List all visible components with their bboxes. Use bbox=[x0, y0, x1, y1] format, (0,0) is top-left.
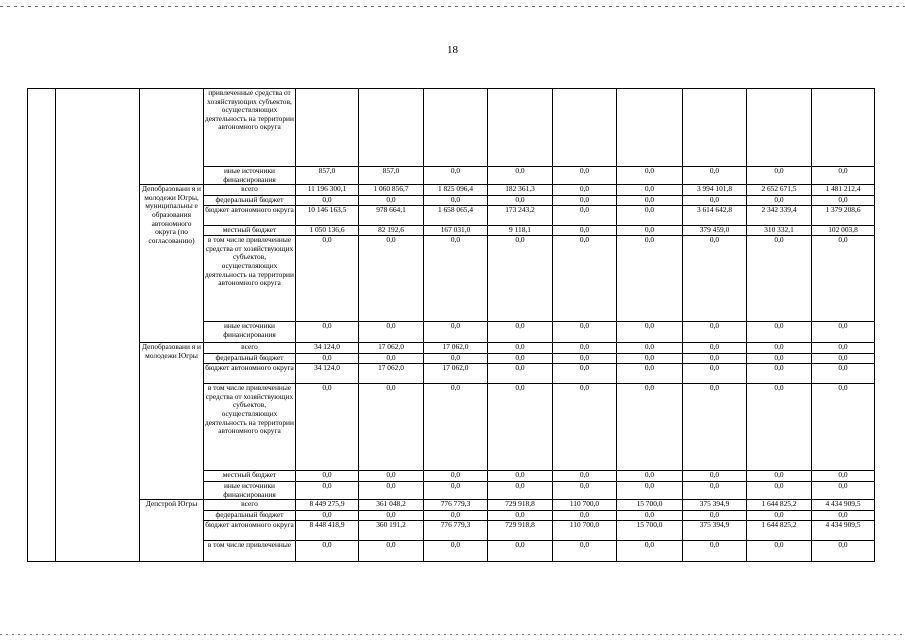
value-cell: 0,0 bbox=[553, 541, 617, 562]
value-cell: 10 146 163,5 bbox=[296, 206, 359, 226]
value-cell: 310 332,1 bbox=[747, 226, 812, 236]
value-cell: 0,0 bbox=[617, 471, 683, 482]
table-row bbox=[28, 185, 875, 196]
funding-source-label: в том числе привлеченные средства от хозяйствующих субъектов, осуществляющих деятельность на территории автономного округа bbox=[204, 384, 296, 471]
page-number: 18 bbox=[447, 44, 458, 56]
value-cell: 0,0 bbox=[747, 541, 812, 562]
value-cell: 0,0 bbox=[617, 206, 683, 226]
value-cell: 8 448 418,9 bbox=[296, 521, 359, 541]
value-cell bbox=[617, 89, 683, 167]
value-cell: 0,0 bbox=[683, 354, 747, 364]
value-cell: 0,0 bbox=[617, 226, 683, 236]
value-cell: 0,0 bbox=[553, 322, 617, 343]
value-cell: 0,0 bbox=[488, 322, 553, 343]
value-cell: 102 003,8 bbox=[812, 226, 875, 236]
value-cell: 0,0 bbox=[553, 471, 617, 482]
value-cell: 0,0 bbox=[617, 482, 683, 500]
value-cell: 2 342 339,4 bbox=[747, 206, 812, 226]
value-cell: 17 062,0 bbox=[359, 343, 424, 354]
value-cell: 0,0 bbox=[488, 482, 553, 500]
value-cell: 0,0 bbox=[812, 384, 875, 471]
value-cell: 0,0 bbox=[747, 482, 812, 500]
value-cell: 0,0 bbox=[812, 511, 875, 521]
value-cell: 0,0 bbox=[683, 343, 747, 354]
value-cell: 0,0 bbox=[812, 322, 875, 343]
value-cell: 0,0 bbox=[488, 384, 553, 471]
value-cell bbox=[812, 89, 875, 167]
funding-source-label: иные источники финансирования bbox=[204, 322, 296, 343]
value-cell: 1 644 825,2 bbox=[747, 500, 812, 511]
value-cell bbox=[296, 89, 359, 167]
value-cell: 0,0 bbox=[683, 322, 747, 343]
value-cell: 0,0 bbox=[296, 511, 359, 521]
value-cell: 0,0 bbox=[488, 364, 553, 384]
value-cell: 1 825 096,4 bbox=[424, 185, 488, 196]
value-cell: 17 062,0 bbox=[424, 364, 488, 384]
value-cell bbox=[424, 89, 488, 167]
value-cell: 0,0 bbox=[553, 167, 617, 185]
value-cell: 0,0 bbox=[747, 236, 812, 322]
value-cell: 0,0 bbox=[747, 354, 812, 364]
value-cell: 173 243,2 bbox=[488, 206, 553, 226]
value-cell: 0,0 bbox=[296, 196, 359, 206]
value-cell: 0,0 bbox=[488, 167, 553, 185]
value-cell bbox=[553, 89, 617, 167]
table-row bbox=[28, 343, 875, 354]
funding-source-label: в том числе привлеченные средства от хозяйствующих субъектов, осуществляющих деятельность на территории автономного округа bbox=[204, 236, 296, 322]
funding-source-label: федеральный бюджет bbox=[204, 511, 296, 521]
value-cell: 375 394,9 bbox=[683, 521, 747, 541]
org-cell: Депобразовани я и молодежи Югры, муниципальны е образования автономного округа (по согласованию) bbox=[140, 185, 204, 343]
value-cell: 82 192,6 bbox=[359, 226, 424, 236]
value-cell: 0,0 bbox=[424, 167, 488, 185]
value-cell: 0,0 bbox=[812, 343, 875, 354]
value-cell: 0,0 bbox=[424, 322, 488, 343]
value-cell: 110 700,0 bbox=[553, 500, 617, 511]
value-cell: 0,0 bbox=[424, 541, 488, 562]
value-cell: 0,0 bbox=[424, 471, 488, 482]
value-cell: 1 644 825,2 bbox=[747, 521, 812, 541]
value-cell: 17 062,0 bbox=[359, 364, 424, 384]
value-cell: 4 434 909,5 bbox=[812, 500, 875, 511]
value-cell: 0,0 bbox=[553, 482, 617, 500]
value-cell: 0,0 bbox=[488, 236, 553, 322]
funding-source-label: всего bbox=[204, 343, 296, 354]
table-row bbox=[28, 500, 875, 511]
value-cell: 0,0 bbox=[553, 185, 617, 196]
value-cell: 3 994 101,8 bbox=[683, 185, 747, 196]
funding-source-label: иные источники финансирования bbox=[204, 167, 296, 185]
value-cell: 0,0 bbox=[359, 384, 424, 471]
value-cell: 776 779,3 bbox=[424, 500, 488, 511]
value-cell: 0,0 bbox=[296, 322, 359, 343]
table-row bbox=[28, 89, 875, 167]
value-cell: 0,0 bbox=[747, 364, 812, 384]
value-cell: 0,0 bbox=[683, 364, 747, 384]
value-cell: 0,0 bbox=[747, 196, 812, 206]
value-cell: 0,0 bbox=[424, 482, 488, 500]
value-cell: 0,0 bbox=[488, 196, 553, 206]
value-cell: 978 664,1 bbox=[359, 206, 424, 226]
value-cell: 0,0 bbox=[553, 384, 617, 471]
value-cell: 0,0 bbox=[683, 541, 747, 562]
value-cell: 9 118,1 bbox=[488, 226, 553, 236]
funding-source-label: привлеченные средства от хозяйствующих субъектов, осуществляющих деятельность на территории автономного округа bbox=[204, 89, 296, 167]
funding-source-label: местный бюджет bbox=[204, 471, 296, 482]
value-cell: 15 700,0 bbox=[617, 500, 683, 511]
value-cell: 0,0 bbox=[488, 343, 553, 354]
value-cell: 11 196 300,1 bbox=[296, 185, 359, 196]
value-cell: 0,0 bbox=[488, 471, 553, 482]
value-cell: 1 050 136,6 bbox=[296, 226, 359, 236]
value-cell: 0,0 bbox=[359, 236, 424, 322]
value-cell: 4 434 909,5 bbox=[812, 521, 875, 541]
value-cell: 0,0 bbox=[359, 322, 424, 343]
value-cell: 17 062,0 bbox=[424, 343, 488, 354]
value-cell: 1 379 208,6 bbox=[812, 206, 875, 226]
value-cell: 0,0 bbox=[683, 196, 747, 206]
value-cell: 0,0 bbox=[812, 196, 875, 206]
value-cell: 0,0 bbox=[683, 236, 747, 322]
scan-top-edge bbox=[0, 6, 905, 7]
value-cell: 110 700,0 bbox=[553, 521, 617, 541]
value-cell: 857,0 bbox=[359, 167, 424, 185]
funding-source-label: в том числе привлеченные bbox=[204, 541, 296, 562]
value-cell: 0,0 bbox=[812, 364, 875, 384]
value-cell: 0,0 bbox=[617, 384, 683, 471]
value-cell bbox=[747, 89, 812, 167]
value-cell: 1 658 065,4 bbox=[424, 206, 488, 226]
budget-table bbox=[27, 88, 875, 562]
value-cell: 0,0 bbox=[683, 167, 747, 185]
value-cell: 0,0 bbox=[683, 511, 747, 521]
value-cell: 0,0 bbox=[747, 384, 812, 471]
value-cell: 0,0 bbox=[553, 196, 617, 206]
value-cell: 0,0 bbox=[617, 511, 683, 521]
org-cell: Депобразовани я и молодежи Югры bbox=[140, 343, 204, 500]
value-cell: 0,0 bbox=[359, 354, 424, 364]
value-cell: 0,0 bbox=[812, 541, 875, 562]
value-cell: 0,0 bbox=[617, 196, 683, 206]
value-cell: 0,0 bbox=[296, 354, 359, 364]
value-cell bbox=[683, 89, 747, 167]
funding-source-label: бюджет автономного округа bbox=[204, 521, 296, 541]
value-cell: 0,0 bbox=[553, 236, 617, 322]
value-cell: 0,0 bbox=[812, 236, 875, 322]
value-cell: 0,0 bbox=[812, 167, 875, 185]
funding-source-label: бюджет автономного округа bbox=[204, 206, 296, 226]
value-cell: 1 060 856,7 bbox=[359, 185, 424, 196]
value-cell: 0,0 bbox=[296, 482, 359, 500]
value-cell bbox=[359, 89, 424, 167]
value-cell: 34 124,0 bbox=[296, 364, 359, 384]
value-cell: 0,0 bbox=[617, 167, 683, 185]
org-cell: Депстрой Югры bbox=[140, 500, 204, 562]
funding-source-label: иные источники финансирования bbox=[204, 482, 296, 500]
value-cell: 0,0 bbox=[617, 541, 683, 562]
value-cell: 0,0 bbox=[812, 482, 875, 500]
value-cell: 15 700,0 bbox=[617, 521, 683, 541]
value-cell: 0,0 bbox=[683, 384, 747, 471]
value-cell: 0,0 bbox=[617, 364, 683, 384]
value-cell: 0,0 bbox=[617, 354, 683, 364]
value-cell: 0,0 bbox=[617, 236, 683, 322]
value-cell: 0,0 bbox=[488, 354, 553, 364]
value-cell: 0,0 bbox=[553, 364, 617, 384]
value-cell: 0,0 bbox=[424, 354, 488, 364]
org-cell bbox=[140, 89, 204, 185]
funding-source-label: местный бюджет bbox=[204, 226, 296, 236]
value-cell: 182 361,3 bbox=[488, 185, 553, 196]
value-cell: 360 191,2 bbox=[359, 521, 424, 541]
funding-source-label: всего bbox=[204, 185, 296, 196]
value-cell: 0,0 bbox=[359, 511, 424, 521]
value-cell: 857,0 bbox=[296, 167, 359, 185]
value-cell: 0,0 bbox=[424, 384, 488, 471]
value-cell: 0,0 bbox=[812, 471, 875, 482]
blank-col-2 bbox=[56, 89, 140, 562]
value-cell: 0,0 bbox=[296, 236, 359, 322]
value-cell: 0,0 bbox=[747, 511, 812, 521]
value-cell: 0,0 bbox=[617, 343, 683, 354]
value-cell: 0,0 bbox=[553, 354, 617, 364]
value-cell: 0,0 bbox=[683, 471, 747, 482]
value-cell: 0,0 bbox=[296, 541, 359, 562]
value-cell: 0,0 bbox=[424, 511, 488, 521]
value-cell: 776 779,3 bbox=[424, 521, 488, 541]
value-cell: 0,0 bbox=[424, 236, 488, 322]
funding-source-label: федеральный бюджет bbox=[204, 196, 296, 206]
value-cell: 379 459,0 bbox=[683, 226, 747, 236]
value-cell: 0,0 bbox=[747, 343, 812, 354]
value-cell: 375 394,9 bbox=[683, 500, 747, 511]
scan-bottom-edge bbox=[0, 634, 905, 635]
value-cell: 1 481 212,4 bbox=[812, 185, 875, 196]
value-cell: 167 031,0 bbox=[424, 226, 488, 236]
value-cell: 0,0 bbox=[617, 185, 683, 196]
value-cell: 0,0 bbox=[747, 471, 812, 482]
blank-col-1 bbox=[28, 89, 56, 562]
funding-source-label: бюджет автономного округа bbox=[204, 364, 296, 384]
value-cell: 0,0 bbox=[553, 226, 617, 236]
value-cell: 0,0 bbox=[553, 511, 617, 521]
value-cell: 0,0 bbox=[359, 541, 424, 562]
value-cell: 729 918,8 bbox=[488, 500, 553, 511]
value-cell: 0,0 bbox=[359, 196, 424, 206]
value-cell: 0,0 bbox=[553, 206, 617, 226]
value-cell: 0,0 bbox=[359, 482, 424, 500]
value-cell: 0,0 bbox=[553, 343, 617, 354]
value-cell: 0,0 bbox=[812, 354, 875, 364]
funding-source-label: федеральный бюджет bbox=[204, 354, 296, 364]
value-cell: 729 918,8 bbox=[488, 521, 553, 541]
value-cell: 8 449 275,9 bbox=[296, 500, 359, 511]
value-cell bbox=[488, 89, 553, 167]
value-cell: 0,0 bbox=[683, 482, 747, 500]
value-cell: 0,0 bbox=[488, 541, 553, 562]
value-cell: 0,0 bbox=[747, 167, 812, 185]
value-cell: 34 124,0 bbox=[296, 343, 359, 354]
value-cell: 2 652 671,5 bbox=[747, 185, 812, 196]
value-cell: 0,0 bbox=[359, 471, 424, 482]
value-cell: 0,0 bbox=[488, 511, 553, 521]
value-cell: 3 614 642,8 bbox=[683, 206, 747, 226]
value-cell: 0,0 bbox=[424, 196, 488, 206]
value-cell: 0,0 bbox=[617, 322, 683, 343]
value-cell: 0,0 bbox=[296, 471, 359, 482]
value-cell: 0,0 bbox=[747, 322, 812, 343]
funding-source-label: всего bbox=[204, 500, 296, 511]
value-cell: 361 048,2 bbox=[359, 500, 424, 511]
value-cell: 0,0 bbox=[296, 384, 359, 471]
